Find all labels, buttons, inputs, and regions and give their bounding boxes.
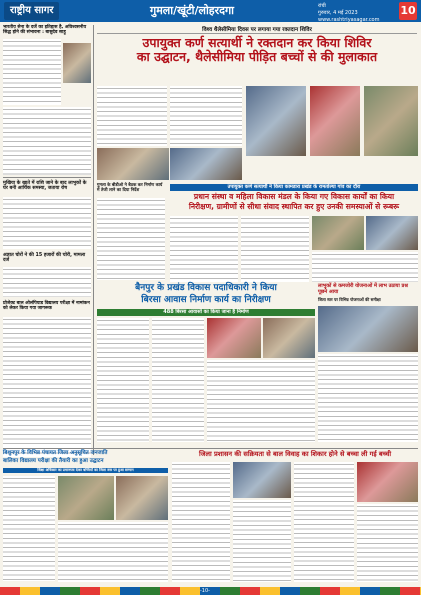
masthead: [0, 0, 421, 22]
story-headline: प्रोजेक्ट बाल ओलंपियाड विद्यालय परीक्षा में नामांकन को लेकर किया गया जागरूक: [3, 301, 90, 312]
lead-headline: उपायुक्त कर्ण सत्यार्थी ने रक्तदान कर किया शिविर: [142, 35, 372, 50]
column-rule: [93, 25, 94, 455]
portrait-photo: [63, 43, 91, 83]
bottom-left-body: [58, 522, 168, 582]
right-box-photo: [318, 306, 418, 352]
bishunpur-body: [97, 318, 149, 442]
center-photo: [312, 216, 364, 250]
lead-photo-5: [170, 148, 242, 180]
story-headline: मुखिया के खाते में राशि जाने के बाद लाभुकों के घर बनी आर्थिक समस्या, जताया रोष: [3, 181, 87, 192]
bottom-center-photo-2: [357, 462, 418, 502]
right-box-headline: लाभुकों से कमजोरी योजनाओं में लाभ उठाया प्रश्न पूछने आया: [318, 283, 408, 295]
lead-kicker: विश्व थैलेसीमिया दिवस पर लगाया गया रक्तदान शिविर: [97, 25, 417, 34]
section-rule: [3, 448, 418, 449]
bottom-center-photo: [233, 462, 291, 498]
story-body: [3, 39, 61, 105]
story-body: [3, 107, 91, 175]
bottom-center-body: [172, 462, 230, 582]
bottom-left-body: [3, 476, 55, 581]
lead-photo-2: [310, 86, 360, 156]
story-body: [3, 197, 91, 249]
story-body: [3, 267, 91, 297]
section-title: गुमला/खूंटी/लोहरदगा: [150, 4, 235, 17]
page-number: 10: [399, 2, 417, 20]
story-headline: अज्ञात चोरों ने की 15 हजारों की चोरी, मामला दर्ज: [3, 253, 86, 264]
bottom-center-body: [357, 504, 418, 582]
masthead-city: रांची: [318, 3, 326, 9]
bottom-left-photo: [58, 476, 114, 520]
lead-photo: [246, 86, 306, 156]
side-story-headline: गुमला के बीडीओ ने बैठक कर निर्माण कार्य में तेजी लाने का दिया निर्देश: [97, 182, 163, 192]
bottom-center-body: [294, 462, 354, 582]
divider: [3, 177, 91, 178]
lead-body: [97, 86, 167, 146]
bottom-center-headline: जिला प्रशासन की सक्रियता से बाल विवाह का शिकार होने से बच्चा ली गई बच्ची: [198, 450, 392, 458]
bishunpur-photo-2: [263, 318, 315, 358]
center-photo-2: [366, 216, 418, 250]
right-box-body: [318, 354, 418, 442]
lead-photo-4: [97, 148, 169, 180]
newspaper-logo: राष्ट्रीय सागर: [4, 2, 59, 20]
footer-page-marker: -10-: [200, 588, 210, 594]
footer-strip: [0, 587, 421, 595]
bishunpur-body: [152, 318, 204, 442]
bishunpur-body: [207, 360, 315, 442]
bottom-left-headline: बिशुनपुर के विभिन्न पंचायत जिला अनुसूचित जनजाति: [3, 450, 108, 456]
masthead-site: www.rashtriyasagar.com: [318, 17, 380, 23]
center-kicker: उपायुक्त कर्ण सत्यार्थी ने किया कामडारा प्रखंड के रामतोल्या गांव का दौरा: [170, 184, 418, 191]
lead-headline-2: का उद्घाटन, थैलेसीमिया पीड़ित बच्चों से की मुलाकात: [136, 48, 378, 64]
story-headline: भारतीय सेना के दर्जे का इतिहास है, अविश्वसनीय सिद्ध होने की संभावना : बासुदेव साहू: [3, 25, 87, 36]
center-headline: प्रधान संस्था व महिला विकास मंडल के किया गए विकास कार्यों का किया: [193, 192, 395, 201]
lead-body: [170, 86, 242, 146]
lead-photo-3: [364, 86, 418, 156]
right-box-sub: जिला स्तर पर विभिन्न योजनाओं की समीक्षा: [318, 297, 381, 302]
bottom-left-photo-2: [116, 476, 168, 520]
bottom-left-headline-2: बालिका विद्यालय परीक्षा की तैयारी का हुआ उद्घाटन: [3, 458, 104, 464]
center-body: [241, 216, 309, 282]
bottom-left-sub: शिक्षा अधिकार का प्रमाणपत्र देकर बच्चियों का जिला स्तर पर हुआ सम्मान: [3, 468, 168, 473]
center-body: [170, 216, 238, 282]
lead-story: [97, 25, 417, 83]
bottom-center-body: [233, 500, 291, 582]
center-headline-2: निरीक्षण, ग्रामीणों से सीधा संवाद स्थापित कर हुए उनकी समस्याओं से रूबरू: [188, 202, 400, 211]
side-story-body: [97, 198, 165, 280]
bishunpur-headline-2: बिरसा आवास निर्माण कार्य का निरीक्षण: [141, 295, 271, 305]
bishunpur-photo: [207, 318, 261, 358]
masthead-date: गुरुवार, 4 मई 2023: [318, 10, 358, 16]
center-body: [312, 252, 418, 282]
left-column: [3, 25, 91, 455]
masthead-meta: [318, 3, 388, 24]
bishunpur-headline: बैनपुर के प्रखंड विकास पदाधिकारी ने किया: [135, 283, 277, 293]
bishunpur-bar: 488 बिरसा आवासों का किया जाना है निर्माण: [97, 309, 315, 316]
story-body: [3, 317, 91, 457]
